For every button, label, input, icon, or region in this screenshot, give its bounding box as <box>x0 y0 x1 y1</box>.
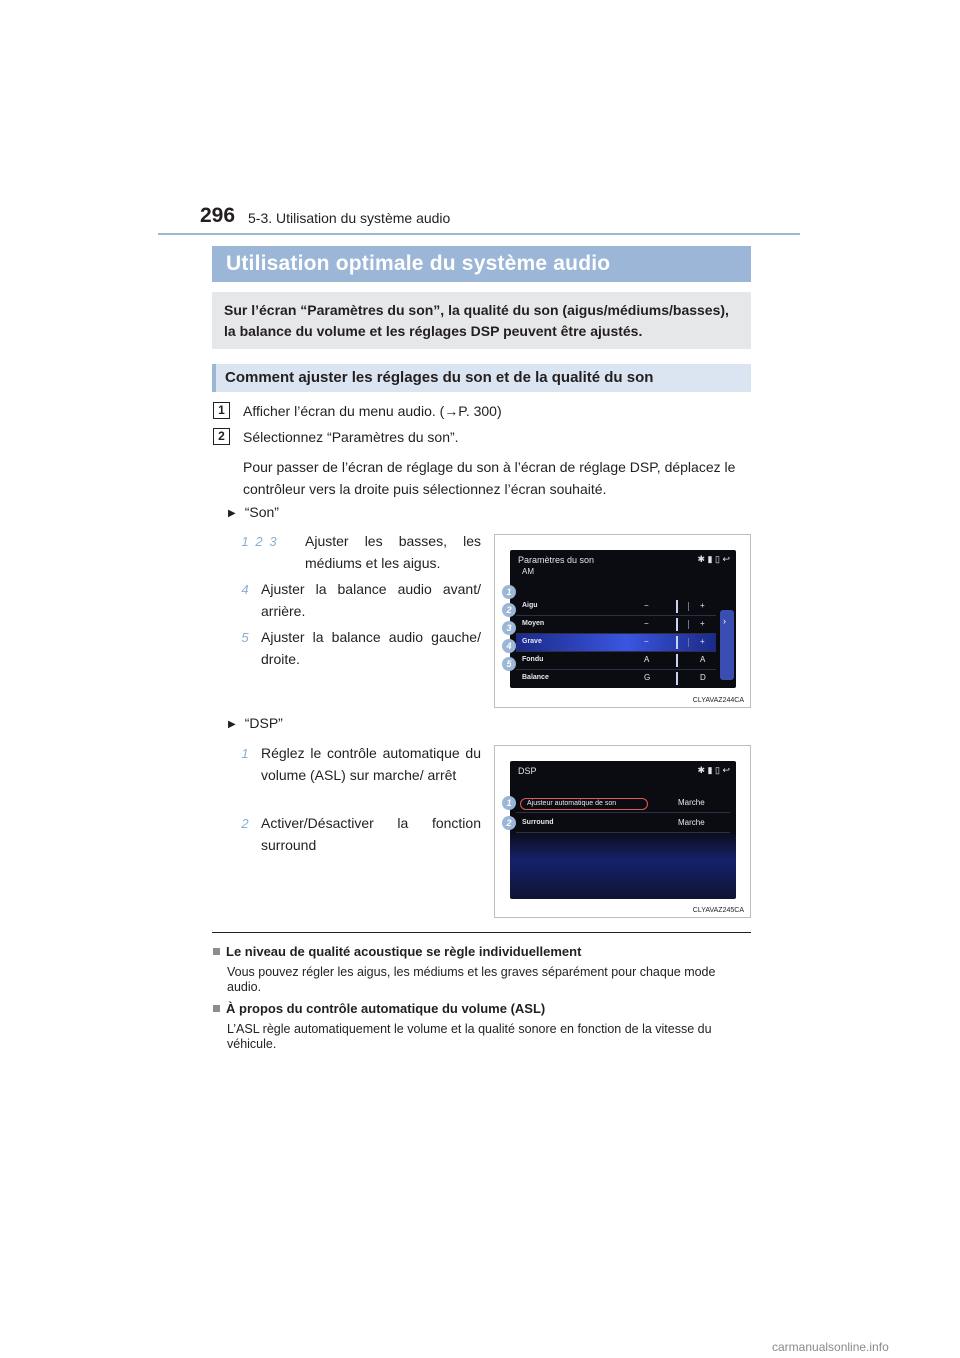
note-2-body: L’ASL règle automatiquement le volume et la qualité sonore en fonction de la vitesse du véhicule. <box>227 1022 712 1051</box>
page-number: 296 <box>200 204 236 227</box>
triangle-icon: ▶ <box>228 719 236 730</box>
intro-text: Sur l’écran “Paramètres du son”, la qualité du son (aigus/médiums/basses), la balance du volume et les réglages DSP peuvent être ajustés. <box>224 302 729 339</box>
page-header <box>200 204 800 234</box>
rear-label: A <box>700 655 706 664</box>
minus-button[interactable]: − <box>644 619 649 628</box>
surround-value[interactable]: Marche <box>678 818 705 827</box>
marker-4: 4 <box>502 639 516 653</box>
row-label: Surround <box>522 819 554 826</box>
main-title-bar <box>212 246 751 282</box>
dsp-screen-figure <box>494 745 751 918</box>
subtitle: Comment ajuster les réglages du son et de la qualité du son <box>225 369 654 386</box>
son-screen-figure <box>494 534 751 708</box>
son-screen-title: Paramètres du son <box>518 555 595 565</box>
step-badge-1: 1 <box>213 402 230 419</box>
circled-number: 2 <box>241 816 249 831</box>
circled-number: 4 <box>241 582 249 597</box>
dsp-item-1-nums <box>238 745 252 763</box>
dsp-item-1-text: Réglez le contrôle automatique du volume (ASL) sur marche/ arrêt <box>261 745 481 783</box>
son-row-balance[interactable] <box>516 670 716 688</box>
note-2-heading <box>213 1001 545 1016</box>
slider-tick <box>688 620 689 629</box>
marker-2: 2 <box>502 816 516 830</box>
plus-button[interactable]: + <box>700 601 705 610</box>
notes-rule <box>212 932 751 933</box>
slider-thumb[interactable] <box>676 672 678 685</box>
plus-button[interactable]: + <box>700 619 705 628</box>
dsp-screen <box>510 761 736 899</box>
note-1-body: Vous pouvez régler les aigus, les médiums et les graves séparément pour chaque mode audio. <box>227 965 716 994</box>
note-1-heading <box>213 944 581 959</box>
front-label: A <box>644 655 650 664</box>
marker-3: 3 <box>502 621 516 635</box>
status-icons: ✱ ▮ ▯ ↩ <box>697 554 730 564</box>
row-label: Grave <box>522 638 542 645</box>
circled-number: 5 <box>241 630 249 645</box>
slider-tick <box>688 638 689 647</box>
son-item-3-text: Ajuster la balance audio gauche/ droite. <box>261 629 481 667</box>
header-rule <box>158 233 800 235</box>
son-bullet-label: “Son” <box>244 504 279 520</box>
slider-thumb[interactable] <box>676 654 678 667</box>
figure-code: CLYAVAZ244CA <box>692 697 744 704</box>
dsp-item-2-nums <box>238 815 252 833</box>
son-item-1-nums <box>238 533 280 551</box>
page-title: Utilisation optimale du système audio <box>226 252 611 275</box>
subtitle-bar <box>212 364 751 392</box>
status-icons: ✱ ▮ ▯ ↩ <box>697 765 730 775</box>
plus-button[interactable]: + <box>700 637 705 646</box>
dsp-bullet <box>228 715 283 731</box>
marker-2: 2 <box>502 603 516 617</box>
dsp-row-asl[interactable] <box>516 795 730 813</box>
slider-thumb[interactable] <box>676 636 678 649</box>
watermark: carmanualsonline.info <box>772 1340 889 1354</box>
son-row-moyen[interactable] <box>516 616 716 634</box>
note-1-heading-text: Le niveau de qualité acoustique se règle individuellement <box>226 944 582 959</box>
son-item-2-text: Ajuster la balance audio avant/ arrière. <box>261 581 481 619</box>
slider-tick <box>688 602 689 611</box>
son-row-fondu[interactable] <box>516 652 716 670</box>
dsp-row-surround[interactable] <box>516 815 730 833</box>
son-bullet <box>228 504 279 520</box>
section-reference: 5-3. Utilisation du système audio <box>248 210 451 226</box>
right-label: D <box>700 673 706 682</box>
chevron-right-icon[interactable]: › <box>723 616 726 626</box>
son-item-2-nums <box>238 581 252 599</box>
row-label: Fondu <box>522 656 544 663</box>
row-label: Balance <box>522 674 549 681</box>
son-row-aigu[interactable] <box>516 598 716 616</box>
step-text-1: Afficher l’écran du menu audio. (→P. 300) <box>243 403 502 419</box>
step-text-2: Sélectionnez “Paramètres du son”. <box>243 429 459 445</box>
son-screen <box>510 550 736 688</box>
triangle-icon: ▶ <box>228 508 236 519</box>
son-item-1-text: Ajuster les basses, les médiums et les aigus. <box>305 533 481 571</box>
circled-number: 2 <box>255 534 263 549</box>
dsp-bullet-label: “DSP” <box>244 715 283 731</box>
dsp-screen-title: DSP <box>518 766 537 776</box>
slider-thumb[interactable] <box>676 618 678 631</box>
square-bullet-icon <box>213 948 220 955</box>
circled-number: 1 <box>241 746 249 761</box>
marker-5: 5 <box>502 657 516 671</box>
asl-value[interactable]: Marche <box>678 798 705 807</box>
son-item-3-nums <box>238 629 252 647</box>
slider-thumb[interactable] <box>676 600 678 613</box>
marker-1: 1 <box>502 585 516 599</box>
step-badge-2: 2 <box>213 428 230 445</box>
row-label: Moyen <box>522 620 545 627</box>
circled-number: 3 <box>269 534 277 549</box>
row-label: Aigu <box>522 602 538 609</box>
marker-1: 1 <box>502 796 516 810</box>
circled-number: 1 <box>241 534 249 549</box>
left-label: G <box>644 673 651 682</box>
minus-button[interactable]: − <box>644 601 649 610</box>
son-row-grave[interactable] <box>516 634 716 652</box>
square-bullet-icon <box>213 1005 220 1012</box>
intro-box <box>212 292 751 349</box>
step-note: Pour passer de l’écran de réglage du son à l’écran de réglage DSP, déplacez le contrôleur vers la droite puis sélectionnez l’écran souhaité. <box>243 459 736 497</box>
minus-button[interactable]: − <box>644 637 649 646</box>
dsp-item-2-text: Activer/Désactiver la fonction surround <box>261 815 481 853</box>
note-2-heading-text: À propos du contrôle automatique du volume (ASL) <box>226 1001 546 1016</box>
scroll-tab[interactable] <box>720 610 734 680</box>
row-label: Ajusteur automatique de son <box>520 798 648 810</box>
figure-code: CLYAVAZ245CA <box>692 907 744 914</box>
son-screen-source: AM <box>522 567 534 576</box>
